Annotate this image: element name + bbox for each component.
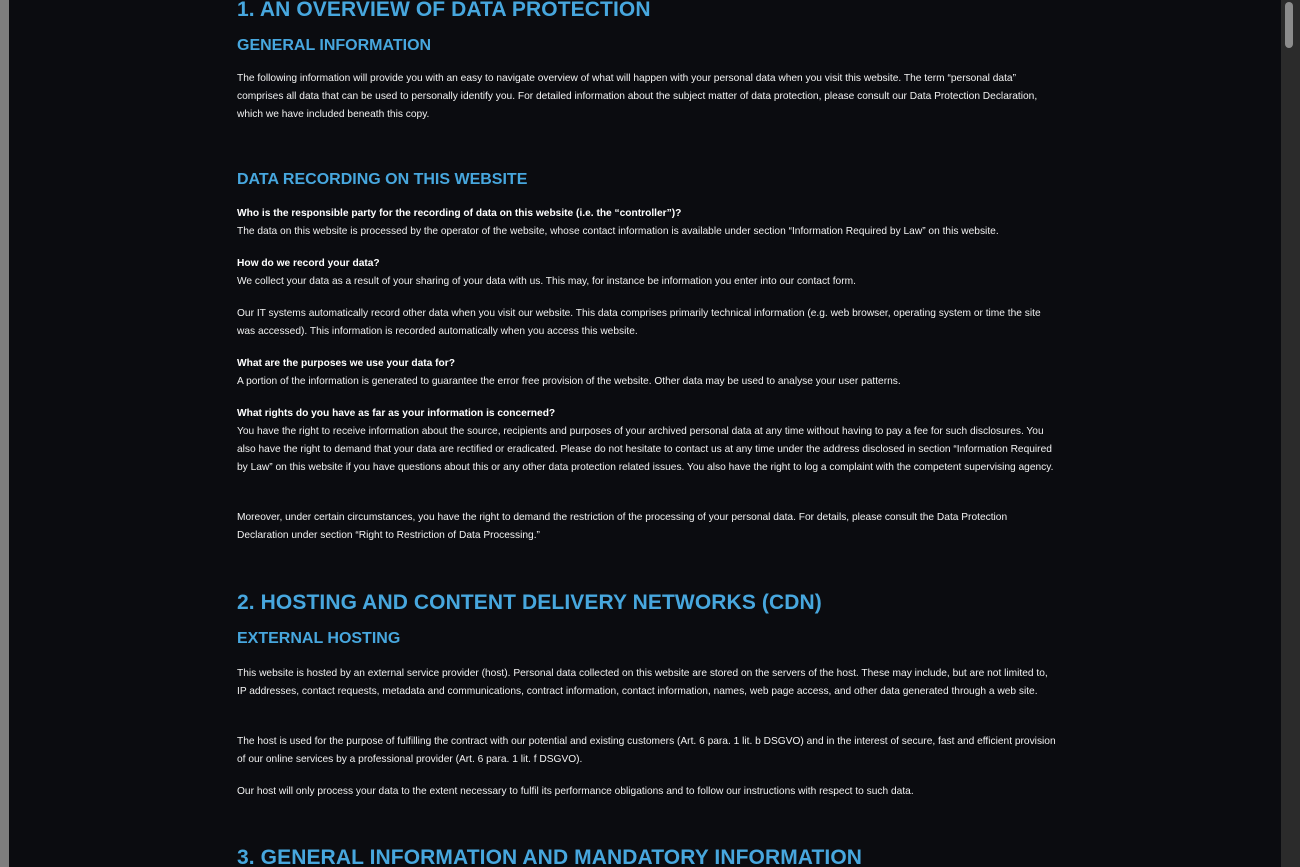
scrollbar-thumb[interactable] — [1285, 2, 1293, 48]
section-title-general-mandatory: 3. GENERAL INFORMATION AND MANDATORY INFORMATION — [237, 846, 863, 867]
paragraph-host-3: Our host will only process your data to the extent necessary to fulfil its performance obligations and to follow our instructions with respect to such data. — [237, 786, 914, 797]
subheading-data-recording: DATA RECORDING ON THIS WEBSITE — [237, 171, 528, 188]
question-controller: Who is the responsible party for the recording of data on this website (i.e. the “controller”)? — [237, 208, 682, 219]
answer-purposes: A portion of the information is generated to guarantee the error free provision of the website. Other data may be used to analyse your user patterns. — [237, 376, 901, 387]
answer-controller: The data on this website is processed by the operator of the website, whose contact information is available under section “Information Required by Law” on this website. — [237, 226, 999, 237]
question-how-record: How do we record your data? — [237, 258, 380, 269]
paragraph-host-1: This website is hosted by an external service provider (host). Personal data collected on this website are stored on the servers of the host. These may include, but are not limited to, IP addresses, contact requests, metadata and communications, contract information, contact information, names, web page access, and other data generated through a web site. — [237, 668, 1048, 697]
subheading-external-hosting: EXTERNAL HOSTING — [237, 630, 401, 647]
question-rights: What rights do you have as far as your information is concerned? — [237, 408, 556, 419]
answer-restriction: Moreover, under certain circumstances, you have the right to demand the restriction of the processing of your personal data. For details, please consult the Data Protection Declaration under section “Right to Restriction of Data Processing.” — [237, 512, 1008, 541]
answer-rights: You have the right to receive information about the source, recipients and purposes of your archived personal data at any time without having to pay a fee for such disclosures. You also have the right to demand that your data are rectified or eradicated. Please do not hesitate to contact us at any time under the address disclosed in section “Information Required by Law” on this website if you have questions about this or any other data protection related issues. You also have the right to log a complaint with the competent supervising agency. — [237, 426, 1054, 473]
section-title-overview: 1. AN OVERVIEW OF DATA PROTECTION — [237, 0, 651, 21]
section-title-hosting: 2. HOSTING AND CONTENT DELIVERY NETWORKS (CDN) — [237, 591, 822, 614]
answer-it-systems: Our IT systems automatically record other data when you visit our website. This data comprises primarily technical information (e.g. web browser, operating system or time the site was accessed). This information is recorded automatically when you access this website. — [237, 308, 1041, 337]
answer-how-record: We collect your data as a result of your sharing of your data with us. This may, for instance be information you enter into our contact form. — [237, 276, 856, 287]
paragraph-general-information: The following information will provide you with an easy to navigate overview of what will happen with your personal data when you visit this website. The term “personal data” comprises all data that can be used to personally identify you. For detailed information about the subject matter of data protection, please consult our Data Protection Declaration, which we have included beneath this copy. — [237, 73, 1038, 120]
vertical-scrollbar[interactable] — [1281, 0, 1300, 867]
privacy-policy-page[interactable] — [9, 0, 1281, 867]
question-purposes: What are the purposes we use your data for? — [237, 358, 455, 369]
paragraph-host-2: The host is used for the purpose of fulfilling the contract with our potential and existing customers (Art. 6 para. 1 lit. b DSGVO) and in the interest of secure, fast and efficient provision of our online services by a professional provider (Art. 6 para. 1 lit. f DSGVO). — [237, 736, 1056, 765]
subheading-general-information: GENERAL INFORMATION — [237, 37, 432, 54]
